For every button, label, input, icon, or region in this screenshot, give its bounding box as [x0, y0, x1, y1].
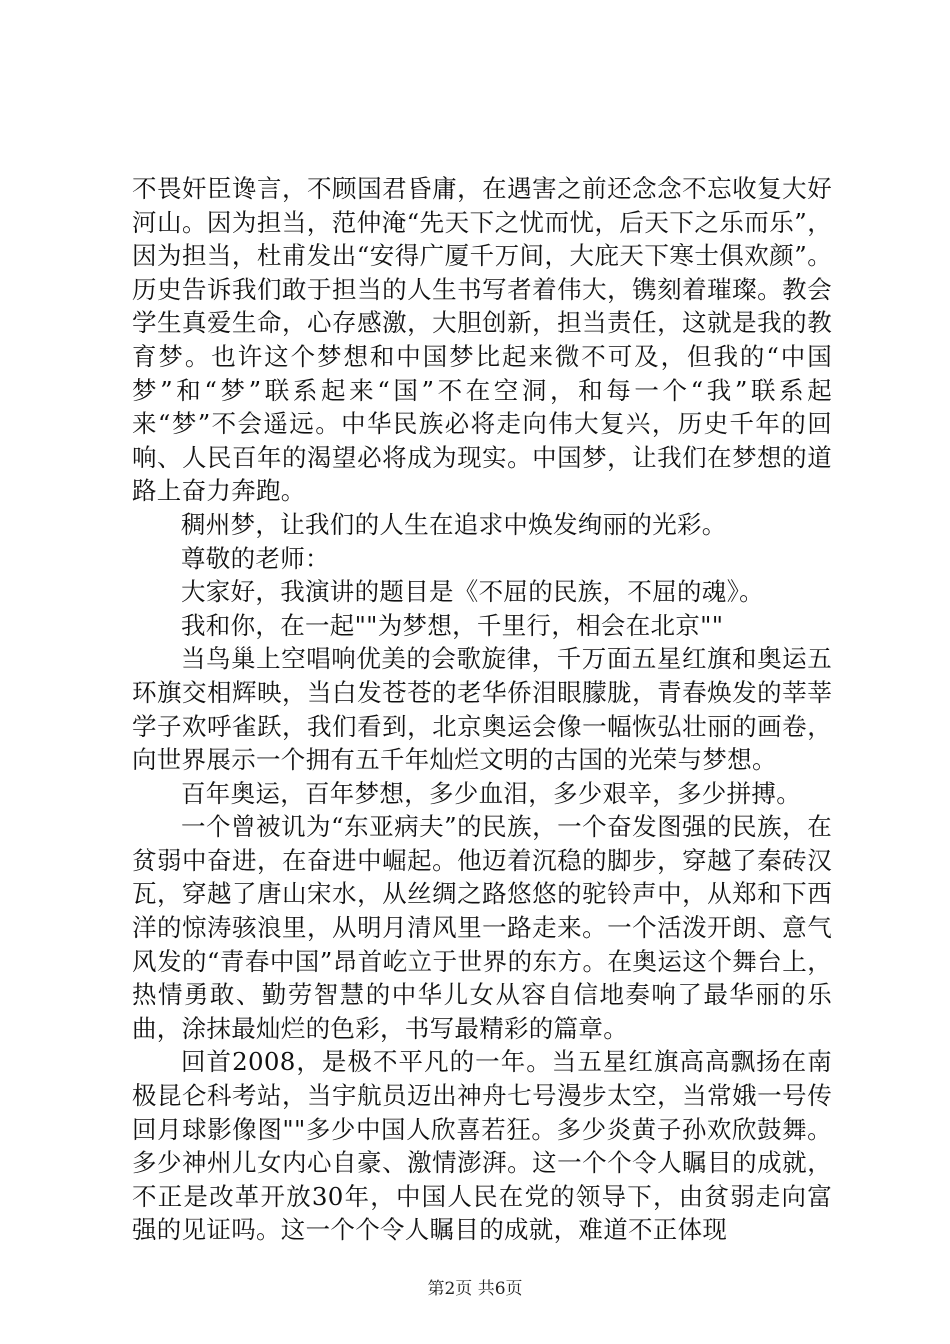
page-footer: 第2页 共6页	[427, 1279, 523, 1299]
paragraph: 百年奥运，百年梦想，多少血泪，多少艰辛，多少拼搏。	[181, 778, 801, 808]
paragraph: 我和你，在一起""为梦想，千里行，相会在北京""	[181, 610, 724, 640]
paragraph: 尊敬的老师：	[181, 543, 330, 573]
paragraph: 不畏奸臣谗言，不顾国君昏庸，在遇害之前还念念不忘收复大好河山。因为担当，范仲淹“先天下之忧而忧，后天下之乐而乐”，因为担当，杜甫发出“安得广厦千万间，大庇天下寒士俱欢颜”。历史告诉我们敢于担当的人生书写者着伟大，镌刻着璀璨。教会学生真爱生命，心存感激，大胆创新，担当责任，这就是我的教育梦。也许这个梦想和中国梦比起来微不可及，但我的“中国梦”和“梦”联系起来“国”不在空洞，和每一个“我”联系起来“梦”不会遥远。中华民族必将走向伟大复兴，历史千年的回响、人民百年的渴望必将成为现实。中国梦，让我们在梦想的道路上奋力奔跑。	[132, 174, 832, 506]
paragraph: 大家好，我演讲的题目是《不屈的民族，不屈的魂》。	[181, 577, 764, 607]
paragraph: 一个曾被讥为“东亚病夫”的民族，一个奋发图强的民族，在贫弱中奋进，在奋进中崛起。他迈着沉稳的脚步，穿越了秦砖汉瓦，穿越了唐山宋水，从丝绸之路悠悠的驼铃声中，从郑和下西洋的惊涛骇浪里，从明月清风里一路走来。一个活泼开朗、意气风发的“青春中国”昂首屹立于世界的东方。在奥运这个舞台上，热情勇敢、勤劳智慧的中华儿女从容自信地奏响了最华丽的乐曲，涂抹最灿烂的色彩，书写最精彩的篇章。	[132, 812, 832, 1043]
paragraph: 稠州梦，让我们的人生在追求中焕发绚丽的光彩。	[181, 509, 727, 539]
document-body	[132, 172, 832, 1247]
paragraph: 当鸟巢上空唱响优美的会歌旋律，千万面五星红旗和奥运五环旗交相辉映，当白发苍苍的老华侨泪眼朦胧，青春焕发的莘莘学子欢呼雀跃，我们看到，北京奥运会像一幅恢弘壮丽的画卷，向世界展示一个拥有五千年灿烂文明的古国的光荣与梦想。	[132, 644, 832, 775]
paragraph: 回首2008，是极不平凡的一年。当五星红旗高高飘扬在南极昆仑科考站，当宇航员迈出神舟七号漫步太空，当常娥一号传回月球影像图""多少中国人欣喜若狂。多少炎黄子孙欢欣鼓舞。多少神州儿女内心自豪、激情澎湃。这一个个令人瞩目的成就，不正是改革开放30年，中国人民在党的领导下，由贫弱走向富强的见证吗。这一个个令人瞩目的成就，难道不正体现	[132, 1047, 832, 1245]
